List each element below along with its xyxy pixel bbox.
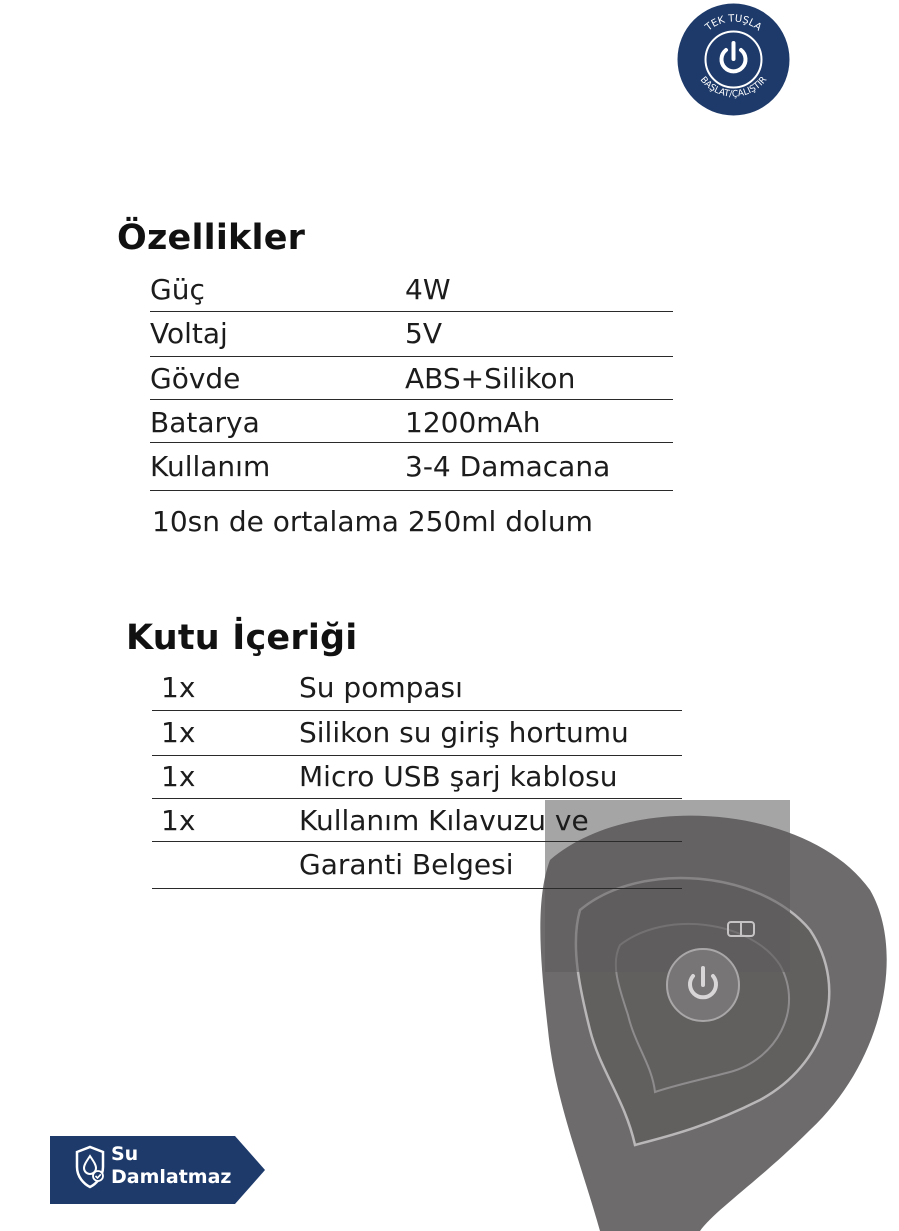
feature-value: ABS+Silikon <box>405 362 576 395</box>
feature-value: 4W <box>405 273 451 306</box>
feature-row <box>150 312 673 356</box>
content-row <box>152 666 682 710</box>
content-row <box>152 755 682 799</box>
feature-value: 1200mAh <box>405 406 541 439</box>
content-row <box>152 711 682 755</box>
content-item: Garanti Belgesi <box>299 848 514 881</box>
content-qty: 1x <box>161 804 196 837</box>
badge-bottom-text: BAŞLAT/ÇALIŞTIR <box>697 75 770 100</box>
badge-top-text: TEK TUŞLA <box>703 13 764 34</box>
feature-row <box>150 357 673 401</box>
feature-value: 3-4 Damacana <box>405 450 611 483</box>
content-row <box>152 843 682 887</box>
row-divider <box>152 888 682 889</box>
drip-free-label <box>111 1143 232 1189</box>
fill-rate-note: 10sn de ortalama 250ml dolum <box>152 505 593 538</box>
feature-label: Gövde <box>150 362 241 395</box>
feature-label: Voltaj <box>150 317 228 350</box>
feature-row <box>150 268 673 312</box>
content-item: Silikon su giriş hortumu <box>299 716 629 749</box>
content-qty: 1x <box>161 671 196 704</box>
content-row <box>152 799 682 843</box>
feature-row <box>150 445 673 489</box>
features-title: Özellikler <box>117 218 306 258</box>
content-item: Su pompası <box>299 671 463 704</box>
row-divider <box>150 490 673 491</box>
content-qty: 1x <box>161 716 196 749</box>
feature-label: Kullanım <box>150 450 271 483</box>
feature-value: 5V <box>405 317 442 350</box>
row-divider <box>150 442 673 443</box>
ribbon-line-1: Su <box>111 1143 139 1165</box>
box-contents-title: Kutu İçeriği <box>126 618 358 658</box>
feature-label: Batarya <box>150 406 260 439</box>
content-qty: 1x <box>161 760 196 793</box>
feature-row <box>150 401 673 445</box>
one-touch-start-badge <box>676 2 791 117</box>
content-item: Micro USB şarj kablosu <box>299 760 618 793</box>
content-item: Kullanım Kılavuzu ve <box>299 804 589 837</box>
feature-label: Güç <box>150 273 205 306</box>
ribbon-line-2: Damlatmaz <box>111 1166 232 1188</box>
